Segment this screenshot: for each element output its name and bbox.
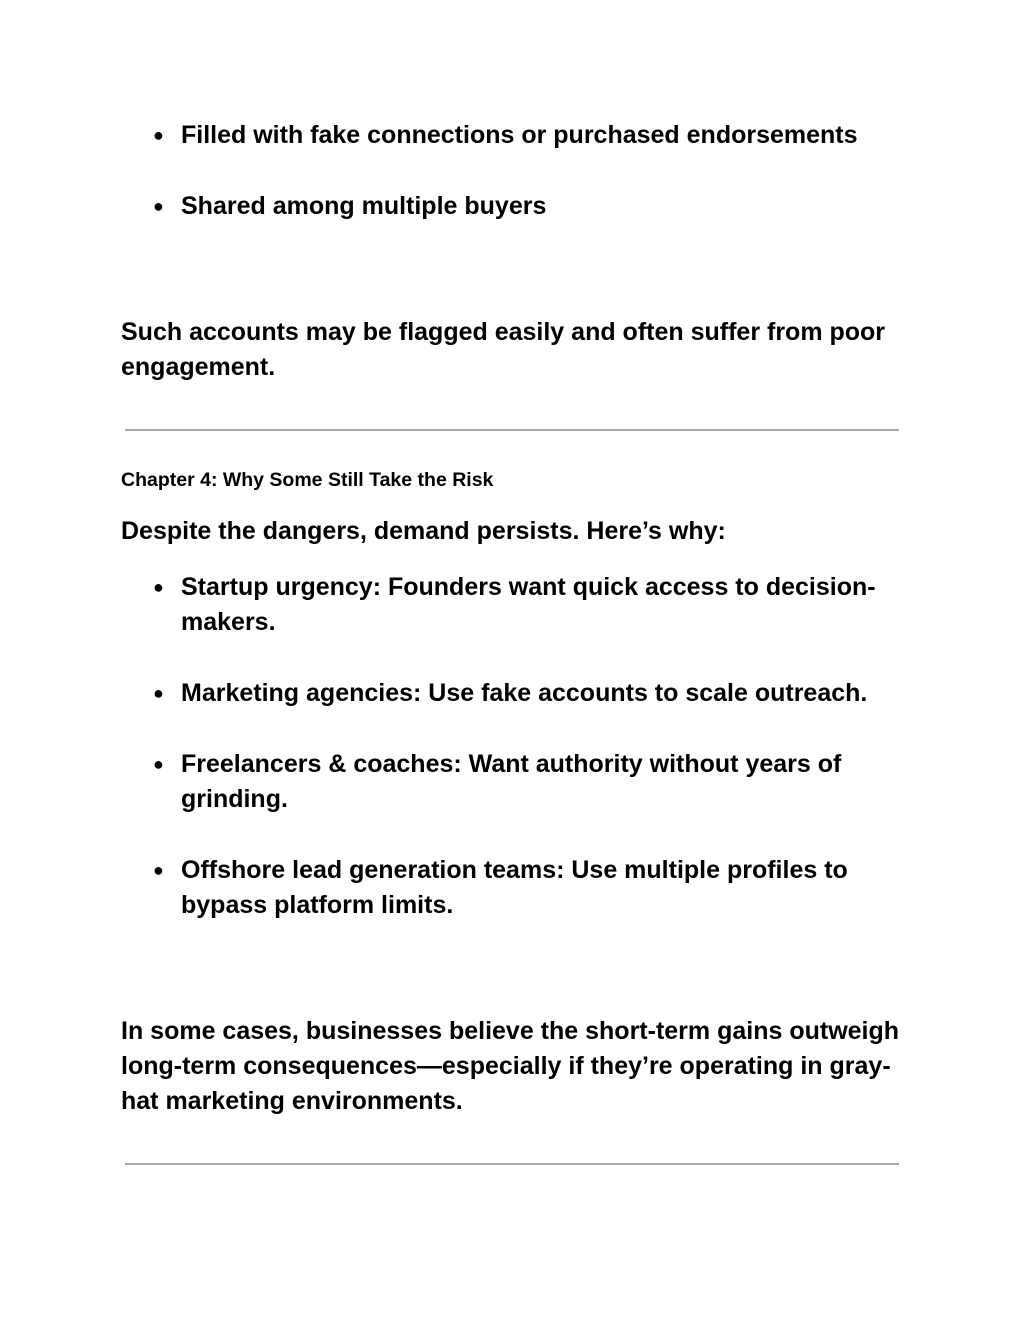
chapter-heading: Chapter 4: Why Some Still Take the Risk: [121, 469, 494, 491]
bullet-icon: ●: [153, 683, 164, 703]
paragraph-short-term-gains: In some cases, businesses believe the short-term gains outweigh long-term consequences—especially if they’re operating in gray-hat marketing environments.: [121, 1017, 900, 1115]
list-item: [121, 747, 901, 817]
list-item: [121, 118, 901, 153]
bullet-icon: ●: [153, 125, 164, 145]
list-item: [121, 853, 901, 923]
bullet-list-account-issues: [121, 118, 901, 224]
list-item-text: Offshore lead generation teams: Use multiple profiles to bypass platform limits.: [181, 856, 848, 919]
list-item-text: Filled with fake connections or purchased endorsements: [181, 121, 858, 149]
list-item-text: Marketing agencies: Use fake accounts to scale outreach.: [181, 679, 868, 707]
paragraph-flagged-accounts: Such accounts may be flagged easily and often suffer from poor engagement.: [121, 318, 886, 381]
bullet-list-reasons: [121, 570, 901, 923]
intro-paragraph: Despite the dangers, demand persists. Here’s why:: [121, 517, 726, 545]
bullet-icon: ●: [153, 196, 164, 216]
horizontal-divider: [125, 429, 899, 431]
list-item: [121, 676, 901, 711]
list-item: [121, 570, 901, 640]
list-item-text: Freelancers & coaches: Want authority without years of grinding.: [181, 750, 842, 813]
bullet-icon: ●: [153, 754, 164, 774]
list-item: [121, 189, 901, 224]
bullet-icon: ●: [153, 860, 164, 880]
list-item-text: Shared among multiple buyers: [181, 192, 547, 220]
horizontal-divider: [125, 1163, 899, 1165]
bullet-icon: ●: [153, 577, 164, 597]
list-item-text: Startup urgency: Founders want quick access to decision-makers.: [181, 573, 876, 636]
